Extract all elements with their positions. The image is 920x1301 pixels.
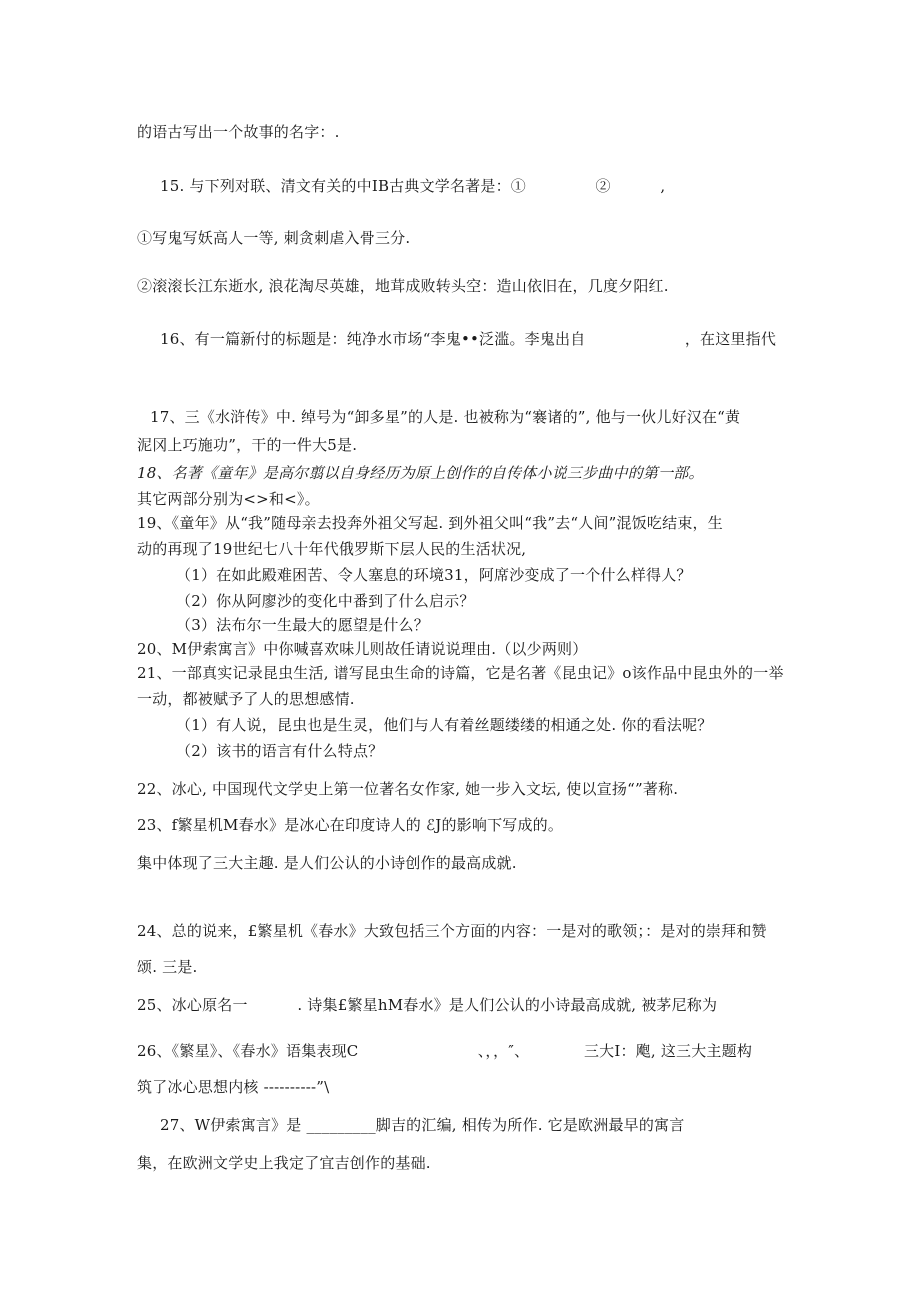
question-20: 20、M伊索寓言》中你喊喜欢味儿则故任请说说理由.（以少两则） bbox=[137, 640, 588, 658]
text-line: ②滚滚长江东逝水, 浪花淘尽英雄，地茸成败转头空：造山依旧在，几度夕阳红. bbox=[137, 277, 669, 295]
question-21: 21、一部真实记录昆虫生活, 谱写昆虫生命的诗篇，它是名著《昆虫记》o该作品中昆虫外的一举 bbox=[137, 664, 784, 682]
question-24: 24、总的说来，£繁星机《春水》大致包括三个方面的内容：一是对的歌领；：是对的崇拜和赞 bbox=[137, 922, 767, 940]
text-line: 集，在欧洲文学史上我定了宜吉创作的基础. bbox=[137, 1154, 431, 1172]
question-19: 19、《童年》从“我”随母亲去投奔外祖父写起. 到外祖父叫“我”去“人间”混饭吃结束，生 bbox=[137, 514, 723, 532]
text-line: 动的再现了19世纪七八十年代俄罗斯下层人民的生活状况, bbox=[137, 540, 527, 558]
sub-question: （2）该书的语言有什么特点？ bbox=[176, 742, 384, 760]
sub-question: （1）有人说，昆虫也是生灵，他们与人有着丝题缕缕的相通之处. 你的看法呢？ bbox=[176, 716, 713, 734]
sub-question: （2）你从阿廖沙的变化中番到了什么启示？ bbox=[176, 592, 475, 610]
question-27: 27、W伊索寓言》是 _________脚吉的汇编, 相传为所作. 它是欧洲最早的寓言 bbox=[160, 1116, 685, 1134]
text-line: 泥冈上巧施功”，干的一件大5是. bbox=[137, 436, 358, 454]
question-15: 15. 与下列对联、清文有关的中IB古典文学名著是：① ② , bbox=[160, 177, 666, 195]
sub-question: （3）法布尔一生最大的愿望是什么？ bbox=[176, 616, 429, 634]
question-16: 16、有一篇新付的标题是：纯净水市场“李鬼••泛滥。李鬼出自 ，在这里指代 bbox=[160, 330, 777, 348]
question-18: 18、名著《童年》是高尔翦以自身经历为原上创作的自传体小说三步曲中的第一部。 bbox=[137, 464, 704, 482]
question-17: 17、三《水浒传》中. 绰号为“卸多星”的人是. 也被称为“褰诸的”, 他与一伙儿好汉在“黄 bbox=[150, 408, 741, 426]
text-line: 筑了冰心思想内核 ----------”\ bbox=[137, 1078, 330, 1096]
sub-question: （1）在如此殿难困苦、令人塞息的环境31，阿席沙变成了一个什么样得人？ bbox=[176, 566, 692, 584]
text-line: 一动，都被赋予了人的思想感情. bbox=[137, 690, 355, 708]
question-25: 25、冰心原名一 . 诗集£繁星hM春水》是人们公认的小诗最高成就, 被茅尼称为 bbox=[137, 996, 718, 1014]
question-23: 23、f繁星机M春水》是冰心在印度诗人的 ℰJ的影响下写成的。 bbox=[137, 816, 564, 834]
question-26: 26、《繁星》、《春水》语集表现C 、，，″、 三大I：飑, 这三大主题构 bbox=[137, 1042, 753, 1060]
text-line: ①写鬼写妖高人一等, 刺贪刺虐入骨三分. bbox=[137, 229, 411, 247]
text-line: 的语古写出一个故事的名字：. bbox=[137, 123, 340, 141]
question-22: 22、冰心, 中国现代文学史上第一位著名女作家, 她一步入文坛, 使以宣扬“”著称. bbox=[137, 780, 679, 798]
text-line: 其它两部分别为<>和<》。 bbox=[137, 490, 320, 508]
text-line: 颂. 三是. bbox=[137, 958, 198, 976]
text-line: 集中体现了三大主趣. 是人们公认的小诗创作的最高成就. bbox=[137, 854, 517, 872]
